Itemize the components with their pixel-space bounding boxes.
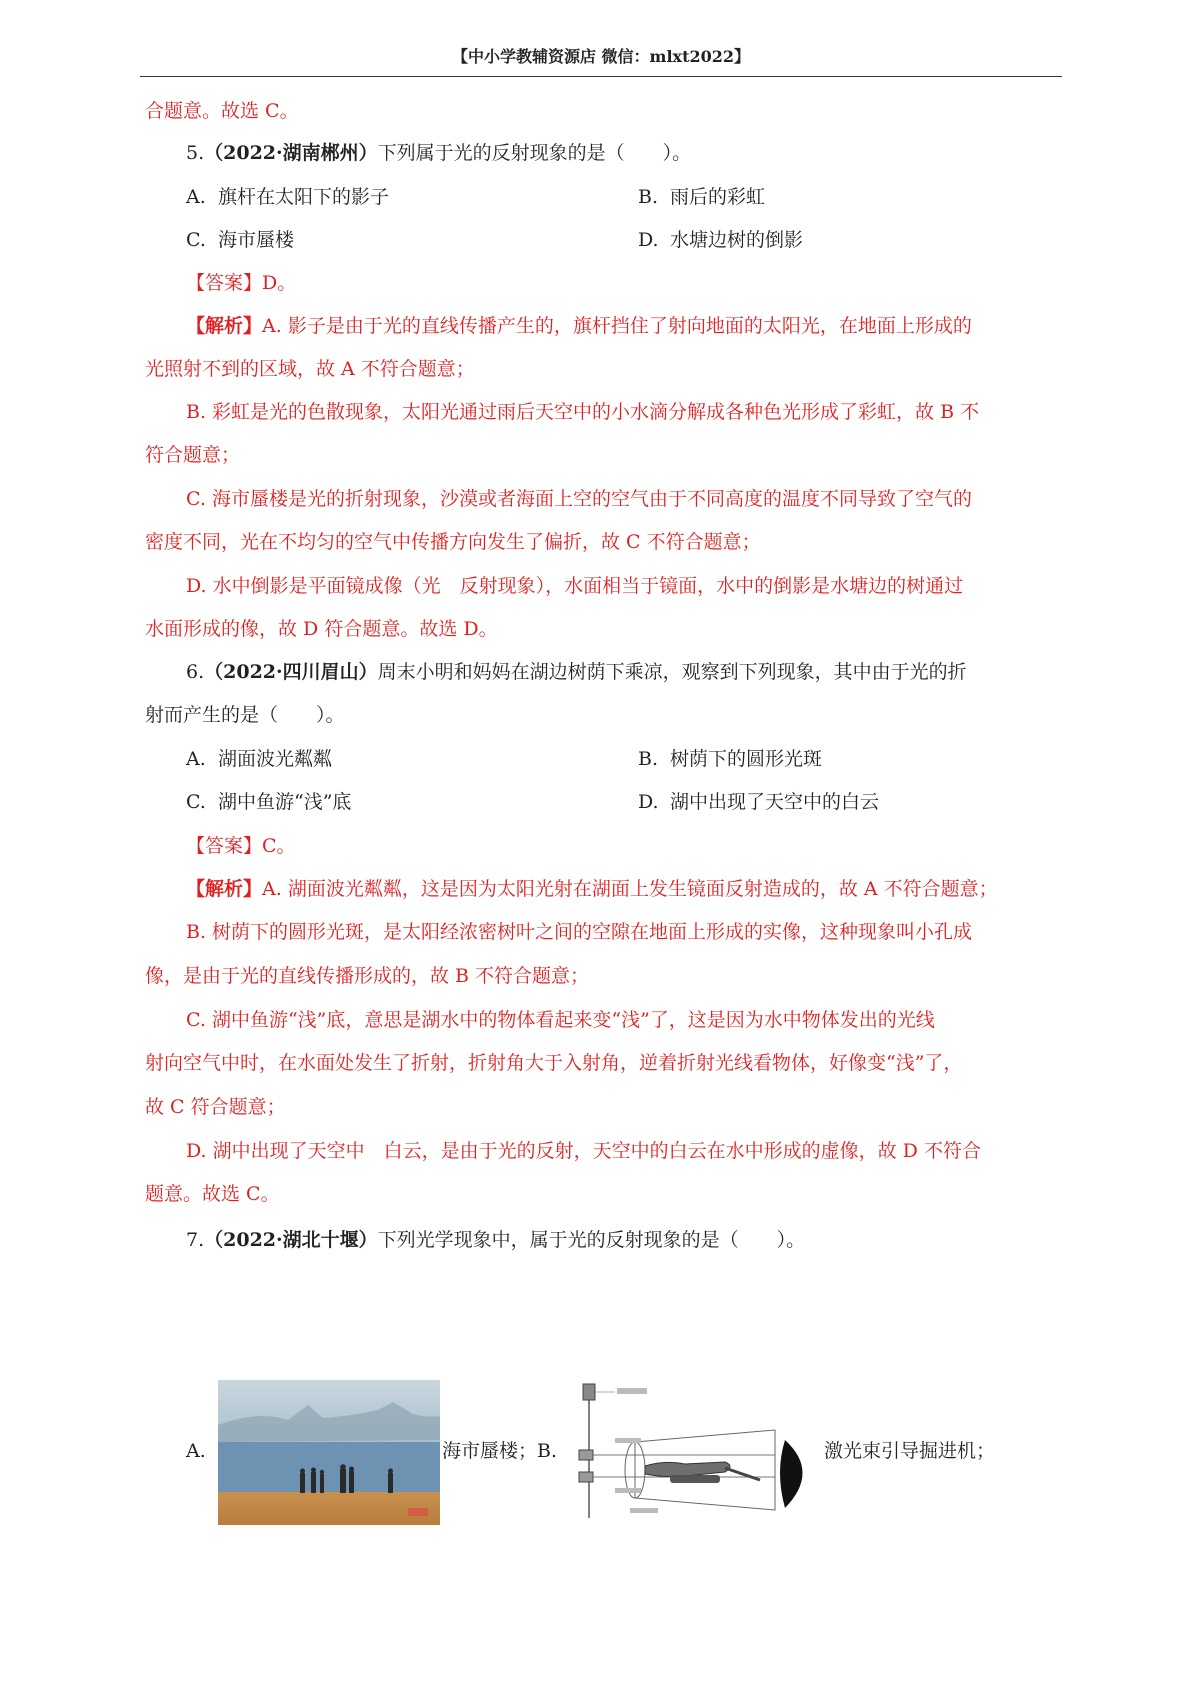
mirage-photo-graphic	[218, 1380, 440, 1525]
q5-answer: 【答案】D。	[186, 272, 297, 294]
option-label: D.	[638, 791, 659, 813]
laser-boring-machine-graphic	[575, 1380, 820, 1525]
q6-option-d	[638, 787, 879, 817]
q7-text: 下列光学现象中，属于光的反射现象的是（ ）。	[377, 1229, 806, 1251]
q5-text: 下列属于光的反射现象的是（ ）。	[377, 142, 692, 164]
q5-option-c	[186, 225, 294, 255]
q5-analysis-line: 光照射不到的区域，故 A 不符合题意；	[145, 358, 475, 380]
q6-analysis-line: B. 树荫下的圆形光斑，是太阳经浓密树叶之间的空隙在地面上形成的实像，这种现象叫小孔成	[186, 921, 973, 943]
q6-analysis-line: 题意。故选 C。	[145, 1183, 280, 1205]
q5-analysis-line: 水面形成的像，故 D 符合题意。故选 D。	[145, 618, 498, 640]
page-header: 【中小学教辅资源店 微信：mlxt2022】	[451, 47, 751, 66]
mirage-photo	[218, 1380, 440, 1525]
option-label: C.	[186, 229, 206, 251]
analysis-tag: 【解析】	[186, 878, 263, 900]
q7-number: 7.	[186, 1229, 205, 1251]
q6-stem-continued: 射而产生的是（ ）。	[145, 704, 345, 726]
q5-source: （2022·湖南郴州）	[204, 142, 378, 164]
option-label: B.	[638, 186, 659, 208]
q6-analysis-line	[186, 874, 1106, 904]
q5-analysis-line: 符合题意；	[145, 444, 241, 466]
header-rule	[140, 76, 1062, 77]
q6-option-a	[186, 744, 332, 774]
q6-number: 6.	[186, 661, 205, 683]
option-text: 雨后的彩虹	[670, 186, 766, 208]
q7-option-a-text: 海市蜃楼；B.	[442, 1440, 558, 1462]
q6-text: 周末小明和妈妈在湖边树荫下乘凉，观察到下列现象，其中由于光的折	[377, 661, 967, 683]
q6-stem	[186, 657, 1106, 687]
q5-analysis-line: B. 彩虹是光的色散现象，太阳光通过雨后天空中的小水滴分解成各种色光形成了彩虹，故 B 不	[186, 401, 980, 423]
analysis-text: A. 影子是由于光的直线传播产生的，旗杆挡住了射向地面的太阳光，在地面上形成的	[262, 315, 972, 337]
q6-option-c	[186, 787, 351, 817]
option-text: 湖面波光粼粼	[218, 748, 333, 770]
q5-analysis-line: D. 水中倒影是平面镜成像（光 反射现象），水面相当于镜面，水中的倒影是水塘边的树通过	[186, 575, 964, 597]
q5-option-d	[638, 225, 803, 255]
q6-answer: 【答案】C。	[186, 835, 296, 857]
option-text: 旗杆在太阳下的影子	[218, 186, 390, 208]
option-text: 树荫下的圆形光斑	[670, 748, 823, 770]
q5-analysis-line: C. 海市蜃楼是光的折射现象，沙漠或者海面上空的空气由于不同高度的温度不同导致了空气的	[186, 488, 972, 510]
option-text: 湖中出现了天空中的白云	[670, 791, 880, 813]
q5-number: 5.	[186, 142, 205, 164]
q5-option-b	[638, 182, 765, 212]
option-label: C.	[186, 791, 206, 813]
option-label: B.	[638, 748, 659, 770]
q7-stem	[186, 1225, 1106, 1255]
option-label: D.	[638, 229, 659, 251]
laser-boring-machine-diagram	[575, 1380, 820, 1525]
q6-analysis-line: 射向空气中时，在水面处发生了折射，折射角大于入射角，逆着折射光线看物体，好像变“浅”了，	[145, 1052, 963, 1074]
q7-option-a-label: A.	[186, 1440, 206, 1462]
q5-option-a	[186, 182, 389, 212]
q5-stem	[186, 138, 1106, 168]
option-text: 湖中鱼游“浅”底	[218, 791, 352, 813]
q6-analysis-line: C. 湖中鱼游“浅”底，意思是湖水中的物体看起来变“浅”了，这是因为水中物体发出的光线	[186, 1009, 935, 1031]
option-text: 水塘边树的倒影	[670, 229, 804, 251]
previous-analysis-end: 合题意。故选 C。	[145, 100, 299, 122]
q7-source: （2022·湖北十堰）	[204, 1229, 378, 1251]
q6-option-b	[638, 744, 822, 774]
analysis-text: A. 湖面波光粼粼，这是因为太阳光射在湖面上发生镜面反射造成的，故 A 不符合题意；	[262, 878, 998, 900]
q5-analysis-line	[186, 311, 1106, 341]
analysis-tag: 【解析】	[186, 315, 263, 337]
q5-analysis-line: 密度不同，光在不均匀的空气中传播方向发生了偏折，故 C 不符合题意；	[145, 531, 761, 553]
q7-option-b-text: 激光束引导掘进机；	[824, 1440, 996, 1462]
q6-source: （2022·四川眉山）	[204, 661, 378, 683]
option-label: A.	[186, 748, 206, 770]
q6-analysis-line: 像，是由于光的直线传播形成的，故 B 不符合题意；	[145, 965, 590, 987]
option-label: A.	[186, 186, 206, 208]
q6-analysis-line: D. 湖中出现了天空中 白云，是由于光的反射，天空中的白云在水中形成的虚像，故 D 不符合	[186, 1140, 981, 1162]
option-text: 海市蜃楼	[218, 229, 295, 251]
q6-analysis-line: 故 C 符合题意；	[145, 1096, 286, 1118]
